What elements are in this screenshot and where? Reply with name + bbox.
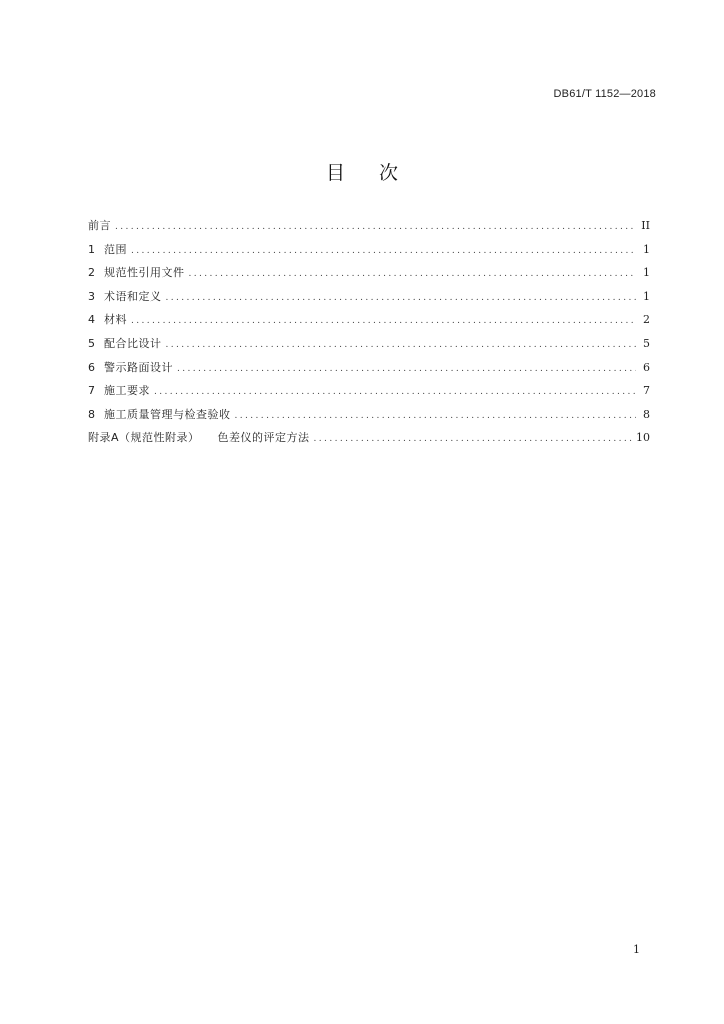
toc-entry-label: 材料 — [104, 313, 127, 327]
toc-entry-number: 4 — [88, 313, 95, 327]
toc-entry-page: 5 — [643, 336, 650, 350]
toc-entry-label: 施工质量管理与检查验收 — [104, 407, 231, 421]
toc-entry-foreword[interactable] — [88, 216, 650, 240]
toc-dot-leader — [154, 382, 636, 402]
toc-entry-page: 10 — [636, 431, 650, 445]
toc-entry-label: 配合比设计 — [104, 336, 162, 350]
toc-entry-7[interactable] — [88, 381, 650, 405]
page-title — [0, 158, 724, 185]
page-title-char-2: 次 — [379, 162, 399, 184]
toc-entry-label: 规范性引用文件 — [104, 266, 185, 280]
toc-entry-label: 前言 — [88, 219, 111, 232]
toc-annex-title: 色差仪的评定方法 — [217, 431, 310, 445]
toc-entry-page: 6 — [643, 360, 650, 374]
toc-entry-4[interactable] — [88, 310, 650, 334]
toc-dot-leader — [131, 241, 636, 261]
toc-entry-label: 警示路面设计 — [104, 360, 173, 374]
toc-entry-number: 6 — [88, 360, 95, 374]
toc-entry-page: II — [641, 219, 650, 232]
toc-entry-page: 1 — [643, 242, 650, 256]
toc-dot-leader — [166, 335, 637, 355]
toc-entry-1[interactable] — [88, 240, 650, 264]
toc-entry-number: 2 — [88, 266, 95, 280]
toc-entry-number: 5 — [88, 336, 95, 350]
toc-entry-label: 术语和定义 — [104, 289, 162, 303]
toc-dot-leader — [115, 217, 636, 237]
toc-entry-6[interactable] — [88, 358, 650, 382]
toc-entry-annex-a[interactable] — [88, 428, 650, 452]
toc-entry-2[interactable] — [88, 263, 650, 287]
table-of-contents — [88, 216, 650, 452]
toc-dot-leader — [166, 288, 637, 308]
toc-annex-label: 附录A（规范性附录） — [88, 431, 200, 445]
toc-entry-3[interactable] — [88, 287, 650, 311]
toc-entry-page: 8 — [643, 407, 650, 421]
toc-dot-leader — [177, 359, 636, 379]
toc-entry-page: 2 — [643, 313, 650, 327]
toc-entry-number: 7 — [88, 384, 95, 398]
toc-dot-leader — [314, 429, 632, 449]
toc-entry-label: 范围 — [104, 242, 127, 256]
toc-entry-page: 1 — [643, 289, 650, 303]
toc-dot-leader — [235, 406, 637, 426]
page-number: 1 — [633, 943, 640, 956]
toc-entry-5[interactable] — [88, 334, 650, 358]
toc-entry-page: 7 — [643, 384, 650, 398]
standard-code: DB61/T 1152—2018 — [553, 88, 656, 100]
toc-entry-number: 3 — [88, 289, 95, 303]
toc-entry-number: 8 — [88, 407, 95, 421]
toc-entry-label: 施工要求 — [104, 384, 150, 398]
toc-dot-leader — [131, 311, 636, 331]
toc-entry-number: 1 — [88, 242, 95, 256]
page-title-char-1: 目 — [325, 162, 345, 184]
toc-dot-leader — [189, 264, 637, 284]
toc-entry-8[interactable] — [88, 405, 650, 429]
toc-entry-page: 1 — [643, 266, 650, 280]
